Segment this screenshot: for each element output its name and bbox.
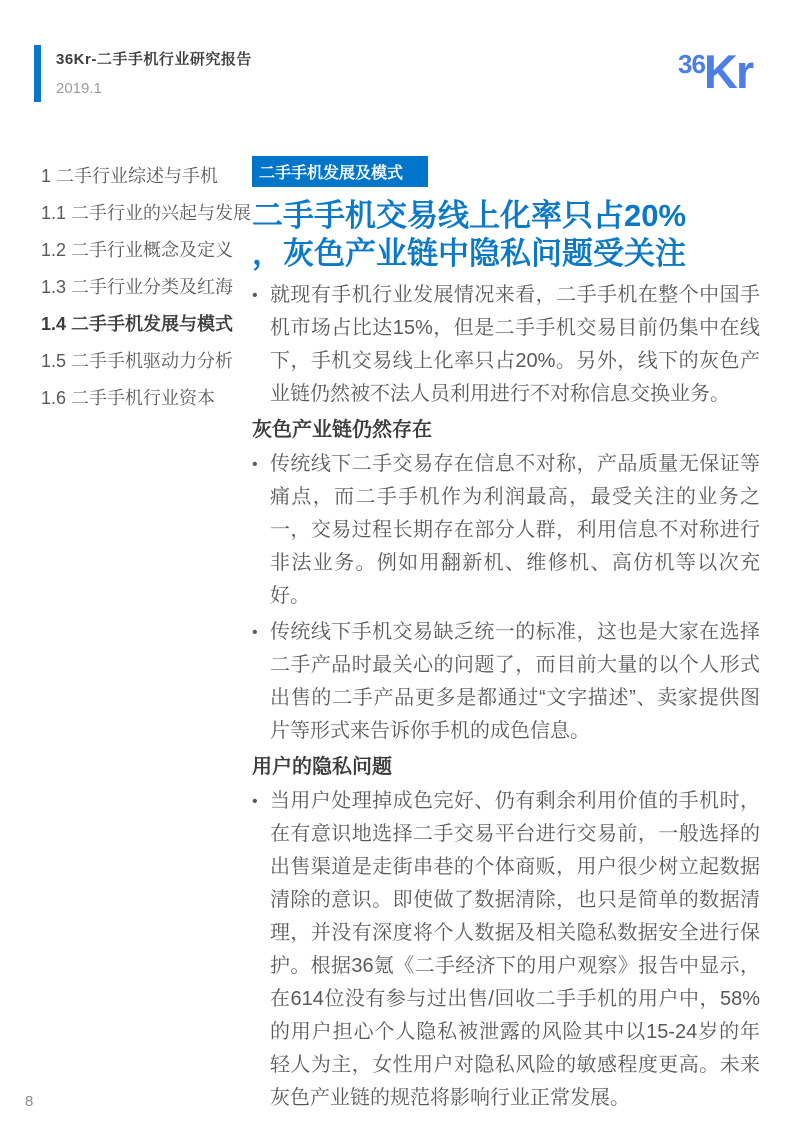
logo-kr-text: Kr <box>703 45 753 98</box>
logo-36-text: 36 <box>678 49 705 79</box>
sidebar-item[interactable]: 1.5 二手手机驱动力分析 <box>41 351 234 371</box>
section-badge: 二手手机发展及模式 <box>252 156 428 187</box>
page-title <box>252 197 760 273</box>
36kr-logo <box>678 45 753 98</box>
sidebar-item[interactable]: 1.3 二手行业分类及红海 <box>41 277 234 297</box>
page-number: 8 <box>25 1093 34 1110</box>
main-content <box>252 156 760 1118</box>
sub-heading: 灰色产业链仍然存在 <box>252 419 432 441</box>
page-title-line1: 二手手机交易线上化率只占20% <box>252 198 687 233</box>
header-accent-bar <box>34 45 41 102</box>
bullet-item <box>252 448 760 613</box>
bullet-item <box>252 785 760 1115</box>
report-date: 2019.1 <box>56 80 102 97</box>
bullet-dot-icon: • <box>252 624 258 641</box>
sidebar-item[interactable]: 1.6 二手手机行业资本 <box>41 388 216 408</box>
bullet-dot-icon: • <box>252 793 258 810</box>
page-title-line2: ，灰色产业链中隐私问题受关注 <box>252 236 686 271</box>
bullet-text: 传统线下二手交易存在信息不对称，产品质量无保证等痛点，而二手手机作为利润最高，最受关注的业务之一，交易过程长期存在部分人群，利用信息不对称进行非法业务。例如用翻新机、维修机、高仿机等以次充好。 <box>270 453 760 607</box>
bullet-dot-icon: • <box>252 456 258 473</box>
bullet-text: 传统线下手机交易缺乏统一的标准，这也是大家在选择二手产品时最关心的问题了，而目前大量的以个人形式出售的二手产品更多是都通过“文字描述”、卖家提供图片等形式来告诉你手机的成色信息。 <box>270 621 760 742</box>
sidebar-item[interactable]: 1.2 二手行业概念及定义 <box>41 240 234 260</box>
sidebar-item[interactable]: 1.1 二手行业的兴起与发展 <box>41 203 252 223</box>
sidebar-item[interactable]: 1.4 二手手机发展与模式 <box>41 314 234 334</box>
bullet-text: 就现有手机行业发展情况来看，二手手机在整个中国手机市场占比达15%，但是二手手机交易目前仍集中在线下，手机交易线上化率只占20%。另外，线下的灰色产业链仍然被不法人员利用进行不对称信息交换业务。 <box>270 284 760 405</box>
report-title: 36Kr-二手手机行业研究报告 <box>56 51 252 68</box>
bullet-item <box>252 616 760 748</box>
sidebar-item[interactable]: 1 二手行业综述与手机 <box>41 166 219 186</box>
sub-heading: 用户的隐私问题 <box>252 756 392 778</box>
toc-sidebar <box>41 158 251 417</box>
bullet-dot-icon: • <box>252 287 258 304</box>
content-blocks <box>252 279 760 1115</box>
bullet-item <box>252 279 760 411</box>
bullet-text: 当用户处理掉成色完好、仍有剩余利用价值的手机时，在有意识地选择二手交易平台进行交易前，一般选择的出售渠道是走街串巷的个体商贩，用户很少树立起数据清除的意识。即使做了数据清除，也只是简单的数据清理，并没有深度将个人数据及相关隐私数据安全进行保护。根据36氪《二手经济下的用户观察》报告中显示，在614位没有参与过出售/回收二手手机的用户中，58%的用户担心个人隐私被泄露的风险其中以15-24岁的年轻人为主，女性用户对隐私风险的敏感程度更高。未来灰色产业链的规范将影响行业正常发展。 <box>270 790 760 1109</box>
